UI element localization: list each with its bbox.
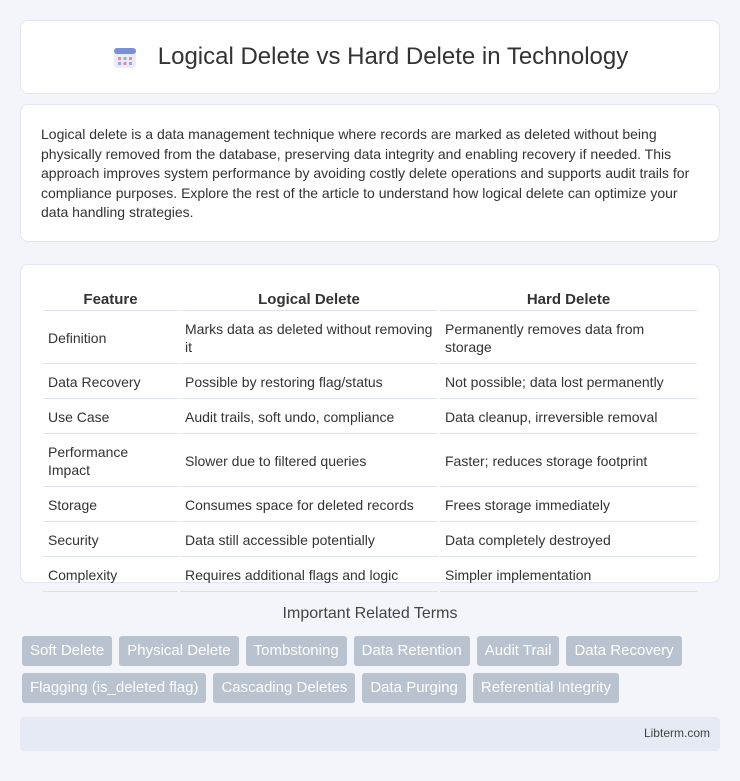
- feature-cell: Security: [43, 524, 178, 557]
- footer-site-link[interactable]: Libterm.com: [643, 726, 710, 740]
- table-row: [43, 366, 697, 399]
- related-terms-title: Important Related Terms: [282, 605, 458, 622]
- hard-cell: Simpler implementation: [440, 559, 697, 592]
- hard-cell: Frees storage immediately: [440, 489, 697, 522]
- feature-cell: Definition: [43, 313, 178, 364]
- feature-cell: Performance Impact: [43, 436, 178, 487]
- logical-cell: Possible by restoring flag/status: [180, 366, 438, 399]
- title-card: [20, 20, 720, 94]
- term-tag[interactable]: Flagging (is_deleted flag): [22, 673, 206, 703]
- term-tag[interactable]: Data Recovery: [566, 636, 681, 666]
- term-tag[interactable]: Audit Trail: [477, 636, 560, 666]
- logical-cell: Data still accessible potentially: [180, 524, 438, 557]
- term-tag[interactable]: Soft Delete: [22, 636, 112, 666]
- table-row: [43, 524, 697, 557]
- comparison-table: [41, 285, 699, 594]
- table-row: [43, 559, 697, 592]
- page-title: Logical Delete vs Hard Delete in Technology: [157, 43, 629, 70]
- logical-cell: Marks data as deleted without removing it: [180, 313, 438, 364]
- logical-cell: Slower due to filtered queries: [180, 436, 438, 487]
- logical-cell: Consumes space for deleted records: [180, 489, 438, 522]
- column-header: Feature: [43, 287, 178, 311]
- column-header: Hard Delete: [440, 287, 697, 311]
- table-row: [43, 401, 697, 434]
- term-tag[interactable]: Data Retention: [354, 636, 470, 666]
- logical-cell: Audit trails, soft undo, compliance: [180, 401, 438, 434]
- calendar-icon: [112, 44, 138, 70]
- intro-card: [20, 104, 720, 242]
- hard-cell: Not possible; data lost permanently: [440, 366, 697, 399]
- feature-cell: Data Recovery: [43, 366, 178, 399]
- term-tag[interactable]: Referential Integrity: [473, 673, 619, 703]
- feature-cell: Complexity: [43, 559, 178, 592]
- feature-cell: Storage: [43, 489, 178, 522]
- hard-cell: Data cleanup, irreversible removal: [440, 401, 697, 434]
- feature-cell: Use Case: [43, 401, 178, 434]
- hard-cell: Data completely destroyed: [440, 524, 697, 557]
- term-tag[interactable]: Tombstoning: [246, 636, 347, 666]
- table-row: [43, 436, 697, 487]
- table-header-row: [43, 287, 697, 311]
- footer: [20, 717, 720, 751]
- column-header: Logical Delete: [180, 287, 438, 311]
- table-row: [43, 489, 697, 522]
- intro-text: Logical delete is a data management technique where records are marked as deleted without being physically removed from the database, preserving data integrity and enabling recovery if needed. This approach improves system performance by avoiding costly delete operations and supports audit trails for compliance purposes. Explore the rest of the article to understand how logical delete can optimize your data handling strategies.: [41, 126, 690, 220]
- table-row: [43, 313, 697, 364]
- hard-cell: Permanently removes data from storage: [440, 313, 697, 364]
- term-tag[interactable]: Physical Delete: [119, 636, 238, 666]
- related-terms-list: [22, 636, 722, 703]
- comparison-card: [20, 264, 720, 583]
- logical-cell: Requires additional flags and logic: [180, 559, 438, 592]
- term-tag[interactable]: Cascading Deletes: [213, 673, 355, 703]
- term-tag[interactable]: Data Purging: [362, 673, 466, 703]
- hard-cell: Faster; reduces storage footprint: [440, 436, 697, 487]
